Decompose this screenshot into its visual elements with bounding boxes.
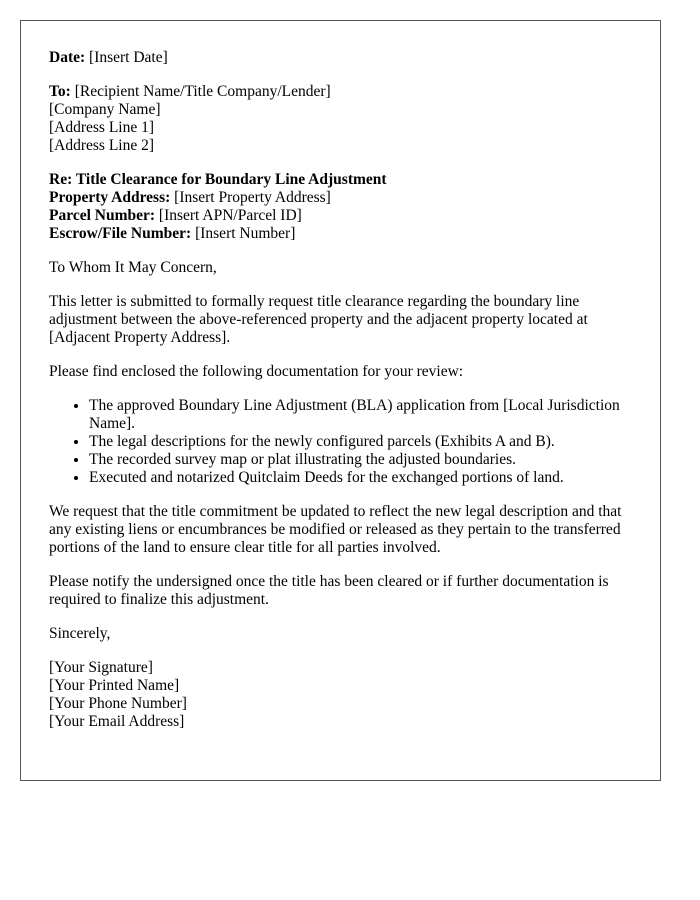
closing: Sincerely, bbox=[49, 625, 111, 642]
salutation: To Whom It May Concern, bbox=[49, 259, 217, 276]
date-block bbox=[49, 49, 632, 67]
printed-name-line: [Your Printed Name] bbox=[49, 677, 180, 694]
parcel-number-value: [Insert APN/Parcel ID] bbox=[158, 207, 302, 224]
parcel-number-line bbox=[49, 207, 632, 225]
date-value: [Insert Date] bbox=[89, 49, 168, 66]
list-item: • The legal descriptions for the newly configured parcels (Exhibits A and B). bbox=[89, 433, 632, 451]
property-address-label: Property Address: bbox=[49, 189, 171, 206]
closing-request-paragraph: Please notify the undersigned once the title has been cleared or if further documentation is required to finalize this adjustment. bbox=[49, 573, 609, 608]
email-line: [Your Email Address] bbox=[49, 713, 185, 730]
recipient-name: [Recipient Name/Title Company/Lender] bbox=[74, 83, 331, 100]
date-line bbox=[49, 49, 632, 67]
recipient-name-line bbox=[49, 83, 632, 101]
letter bbox=[20, 20, 661, 781]
enclosures-list bbox=[49, 397, 632, 487]
intro-paragraph: This letter is submitted to formally request title clearance regarding the boundary line adjustment between the above-referenced property and the adjacent property located at [Adjacent Property Address]. bbox=[49, 293, 588, 346]
recipient-block bbox=[49, 83, 632, 155]
property-address-line bbox=[49, 189, 632, 207]
escrow-number-line bbox=[49, 225, 632, 243]
list-item: • The approved Boundary Line Adjustment (BLA) application from [Local Jurisdiction Name]. bbox=[89, 397, 632, 433]
signature-block bbox=[49, 659, 632, 731]
subject-line: Re: Title Clearance for Boundary Line Adjustment bbox=[49, 171, 387, 188]
recipient-address-line-1: [Address Line 1] bbox=[49, 119, 155, 136]
enclosures-intro: Please find enclosed the following documentation for your review: bbox=[49, 363, 464, 380]
recipient-address-line-2: [Address Line 2] bbox=[49, 137, 155, 154]
request-paragraph: We request that the title commitment be updated to reflect the new legal description and that any existing liens or encumbrances be modified or released as they pertain to the transferred portions of the land to ensure clear title for all parties involved. bbox=[49, 503, 622, 556]
recipient-company: [Company Name] bbox=[49, 101, 161, 118]
list-item: • The recorded survey map or plat illustrating the adjusted boundaries. bbox=[89, 451, 632, 469]
property-address-value: [Insert Property Address] bbox=[174, 189, 331, 206]
date-label: Date: bbox=[49, 49, 86, 66]
escrow-number-label: Escrow/File Number: bbox=[49, 225, 192, 242]
phone-line: [Your Phone Number] bbox=[49, 695, 187, 712]
parcel-number-label: Parcel Number: bbox=[49, 207, 156, 224]
reference-block bbox=[49, 171, 632, 243]
escrow-number-value: [Insert Number] bbox=[195, 225, 296, 242]
list-item: • Executed and notarized Quitclaim Deeds for the exchanged portions of land. bbox=[89, 469, 632, 487]
recipient-label: To: bbox=[49, 83, 71, 100]
signature-line: [Your Signature] bbox=[49, 659, 153, 676]
